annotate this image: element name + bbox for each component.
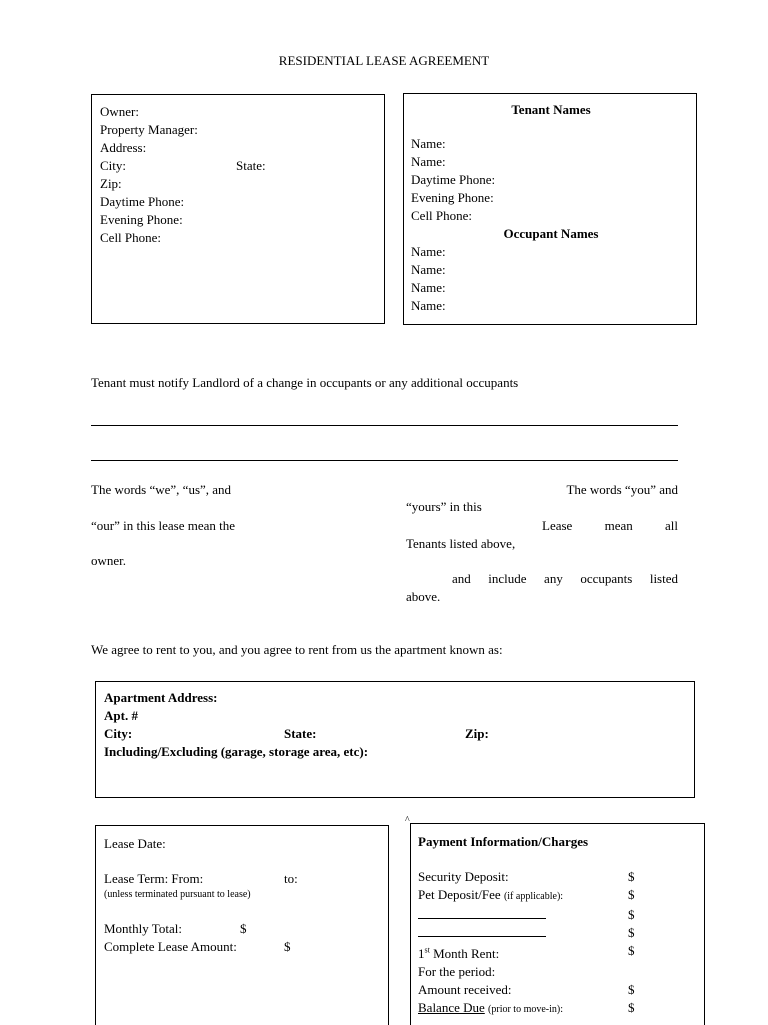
occupant-name-3: Name:: [411, 280, 446, 295]
tenant-names-heading: Tenant Names: [511, 102, 591, 117]
blank-charge-row-2: [418, 924, 702, 942]
first-month-rent-row: [418, 942, 702, 963]
owner-info-box: [91, 94, 385, 324]
complete-lease-amount-row: [104, 938, 384, 956]
balance-due-label: Balance Due: [418, 1000, 485, 1016]
apartment-box: [95, 681, 695, 798]
apartment-city-label: City:: [104, 726, 133, 741]
complete-lease-amount-label: Complete Lease Amount:: [104, 939, 237, 954]
lease-term-to-label: to:: [284, 871, 298, 886]
complete-lease-amount-dollar: $: [284, 939, 291, 954]
definition-right-line-2a: Lease mean all: [542, 518, 678, 533]
blank-charge-line-2: [418, 924, 546, 937]
security-deposit-row: [418, 868, 702, 886]
apartment-zip-label: Zip:: [465, 726, 489, 741]
monthly-total-label: Monthly Total:: [104, 921, 182, 936]
for-the-period-label: For the period:: [418, 964, 496, 980]
notify-occupants-text: Tenant must notify Landlord of a change in occupants or any additional occupants: [91, 375, 519, 390]
security-deposit-label: Security Deposit:: [418, 869, 509, 884]
owner-label: Owner:: [100, 104, 139, 119]
property-manager-label: Property Manager:: [100, 122, 198, 137]
owner-cell-phone-label: Cell Phone:: [100, 230, 162, 245]
first-month-rent-label: 1st Month Rent:: [418, 946, 500, 962]
definition-right-line-3b: above.: [406, 589, 441, 604]
payment-info-box: [410, 823, 705, 1025]
apartment-state-label: State:: [284, 726, 317, 741]
definition-right-line-1a: The words “you” and: [566, 482, 678, 497]
balance-due-dollar: $: [628, 1000, 635, 1016]
tenant-cell-phone-label: Cell Phone:: [411, 208, 473, 223]
blank-line-1: [91, 425, 678, 426]
including-excluding-label: Including/Excluding (garage, storage area, etc):: [104, 744, 369, 759]
lease-term-from-label: Lease Term: From:: [104, 871, 204, 886]
blank-charge-dollar-2: $: [628, 925, 635, 940]
pet-deposit-note: (if applicable):: [503, 891, 564, 902]
owner-address-label: Address:: [100, 140, 147, 155]
occupant-name-1: Name:: [411, 244, 446, 259]
blank-charge-line-1: [418, 906, 546, 919]
amount-received-dollar: $: [628, 982, 635, 998]
monthly-total-dollar: $: [240, 921, 247, 936]
pet-deposit-label: Pet Deposit/Fee: [418, 887, 501, 902]
owner-zip-label: Zip:: [100, 176, 122, 191]
occupant-name-2: Name:: [411, 262, 446, 277]
occupant-names-heading: Occupant Names: [503, 226, 599, 241]
definition-right-line-2b: Tenants listed above,: [406, 536, 516, 551]
tenant-name-2: Name:: [411, 154, 446, 169]
definition-right-line-1b: “yours” in this: [406, 499, 482, 514]
blank-line-2: [91, 460, 678, 461]
security-deposit-dollar: $: [628, 869, 635, 884]
agree-to-rent-text: We agree to rent to you, and you agree to rent from us the apartment known as:: [91, 642, 503, 657]
tenant-info-box: [403, 93, 697, 325]
owner-city-label: City:: [100, 158, 127, 173]
blank-charge-dollar-1: $: [628, 907, 635, 922]
lease-date-label: Lease Date:: [104, 836, 166, 851]
occupant-name-4: Name:: [411, 298, 446, 313]
definition-left-line-2: “our” in this lease mean the: [91, 518, 236, 533]
amount-received-label: Amount received:: [418, 982, 512, 998]
pet-deposit-row: [418, 886, 702, 906]
apartment-city-state-zip-row: [104, 725, 684, 743]
payment-info-heading: Payment Information/Charges: [418, 834, 589, 849]
pet-deposit-dollar: $: [628, 887, 635, 902]
stray-mark: ^: [405, 815, 410, 826]
page-title: RESIDENTIAL LEASE AGREEMENT: [278, 53, 490, 68]
lease-term-row: [104, 870, 384, 888]
tenant-name-1: Name:: [411, 136, 446, 151]
amount-received-row: [418, 981, 702, 999]
tenant-evening-phone-label: Evening Phone:: [411, 190, 494, 205]
definition-left-line-3: owner.: [91, 553, 127, 568]
owner-daytime-phone-label: Daytime Phone:: [100, 194, 185, 209]
blank-charge-row-1: [418, 906, 702, 924]
apartment-address-label: Apartment Address:: [104, 690, 218, 705]
owner-evening-phone-label: Evening Phone:: [100, 212, 183, 227]
apartment-number-label: Apt. #: [104, 708, 138, 723]
owner-state-label: State:: [236, 158, 266, 173]
first-month-rent-dollar: $: [628, 943, 635, 958]
monthly-total-row: [104, 920, 384, 938]
definition-left-line-1: The words “we”, “us”, and: [91, 482, 232, 497]
balance-due-note: (prior to move-in):: [488, 1004, 564, 1016]
lease-term-note: (unless terminated pursuant to lease): [104, 889, 251, 900]
lease-terms-box: [95, 825, 389, 1025]
tenant-daytime-phone-label: Daytime Phone:: [411, 172, 496, 187]
balance-due-row: [418, 999, 702, 1019]
definition-right-line-3a: and include any occupants listed: [452, 571, 678, 586]
owner-city-state-row: [100, 157, 380, 175]
